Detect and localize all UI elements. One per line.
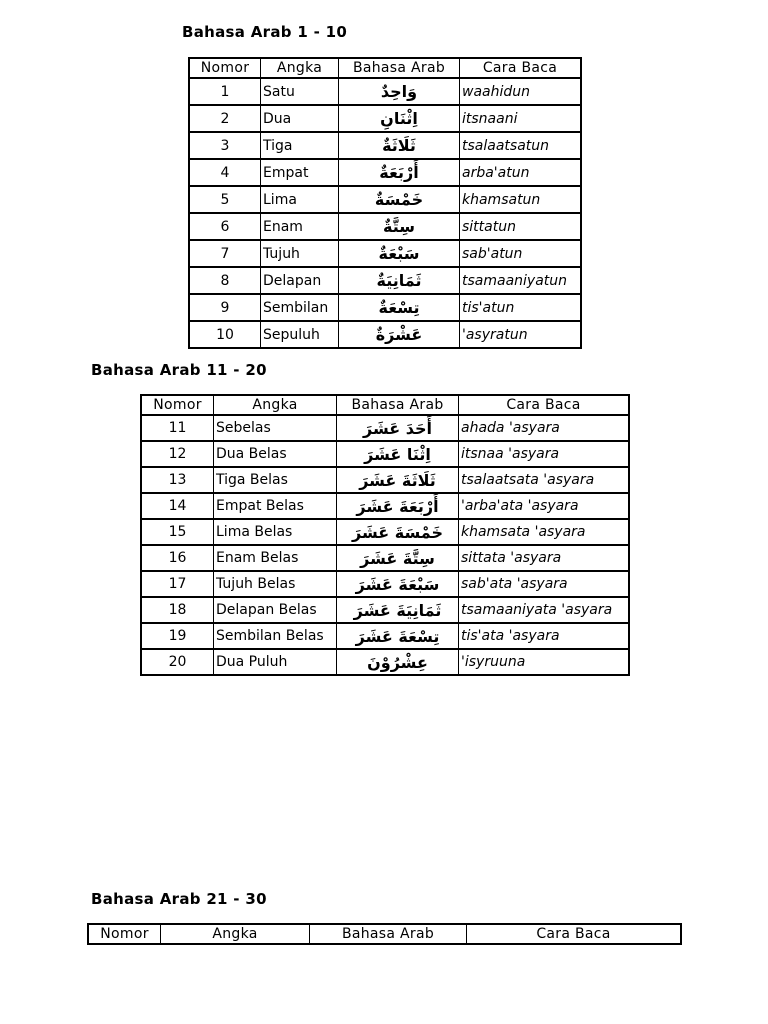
row-arabic-text: أَرْبَعَةٌ xyxy=(339,160,460,187)
table-row xyxy=(142,468,628,494)
row-angka: Delapan xyxy=(261,268,339,295)
row-arabic-text: خَمْسَةٌ xyxy=(339,187,460,214)
row-angka: Sebelas xyxy=(214,416,337,442)
row-angka: Dua Puluh xyxy=(214,650,337,674)
row-number: 10 xyxy=(190,322,261,347)
section-heading-21-30: Bahasa Arab 21 - 30 xyxy=(91,890,267,908)
row-cara-baca: sittata 'asyara xyxy=(459,546,628,572)
row-arabic-text: سِتَّةَ عَشَرَ xyxy=(337,546,459,572)
row-number: 20 xyxy=(142,650,214,674)
row-number: 5 xyxy=(190,187,261,214)
row-number: 18 xyxy=(142,598,214,624)
row-cara-baca: ahada 'asyara xyxy=(459,416,628,442)
column-header-cara-baca: Cara Baca xyxy=(536,926,611,942)
table-row xyxy=(190,160,580,187)
row-number: 13 xyxy=(142,468,214,494)
table-row xyxy=(190,106,580,133)
row-cara-baca: waahidun xyxy=(460,79,580,106)
row-arabic-text: أَرْبَعَةَ عَشَرَ xyxy=(337,494,459,520)
row-angka: Tujuh xyxy=(261,241,339,268)
table-row xyxy=(190,214,580,241)
row-angka: Tiga Belas xyxy=(214,468,337,494)
row-number: 17 xyxy=(142,572,214,598)
column-header-cara-baca: Cara Baca xyxy=(460,59,580,79)
row-cara-baca: tsamaaniyata 'asyara xyxy=(459,598,628,624)
row-number: 12 xyxy=(142,442,214,468)
row-arabic-text: ثَمَانِيَةٌ xyxy=(339,268,460,295)
row-angka: Sepuluh xyxy=(261,322,339,347)
table-row xyxy=(190,322,580,347)
column-header-bahasa-arab: Bahasa Arab xyxy=(337,396,459,416)
row-angka: Dua Belas xyxy=(214,442,337,468)
row-number: 15 xyxy=(142,520,214,546)
row-angka: Enam Belas xyxy=(214,546,337,572)
table-row xyxy=(190,79,580,106)
row-number: 3 xyxy=(190,133,261,160)
row-number: 4 xyxy=(190,160,261,187)
table-row xyxy=(142,598,628,624)
row-cara-baca: sittatun xyxy=(460,214,580,241)
row-angka: Delapan Belas xyxy=(214,598,337,624)
table-row xyxy=(142,546,628,572)
row-arabic-text: سِتَّةٌ xyxy=(339,214,460,241)
column-header-angka: Angka xyxy=(161,925,310,943)
column-header-nomor: Nomor xyxy=(89,925,161,943)
row-cara-baca: tsamaaniyatun xyxy=(460,268,580,295)
row-arabic-text: ثَمَانِيَةَ عَشَرَ xyxy=(337,598,459,624)
column-header-bahasa-arab: Bahasa Arab xyxy=(339,59,460,79)
table-21-30 xyxy=(87,923,682,945)
row-number: 8 xyxy=(190,268,261,295)
row-angka: Tujuh Belas xyxy=(214,572,337,598)
section-heading-11-20: Bahasa Arab 11 - 20 xyxy=(91,361,267,379)
row-arabic-text: أَحَدَ عَشَرَ xyxy=(337,416,459,442)
table-row xyxy=(190,295,580,322)
row-cara-baca: khamsata 'asyara xyxy=(459,520,628,546)
table-row xyxy=(142,494,628,520)
row-number: 19 xyxy=(142,624,214,650)
table-11-20 xyxy=(140,394,630,676)
row-angka: Enam xyxy=(261,214,339,241)
row-number: 2 xyxy=(190,106,261,133)
table-row xyxy=(142,650,628,674)
row-cara-baca: 'asyratun xyxy=(462,326,528,343)
row-arabic-text: تِسْعَةَ عَشَرَ xyxy=(337,624,459,650)
row-cara-baca: arba'atun xyxy=(460,160,580,187)
row-cara-baca: tis'ata 'asyara xyxy=(459,624,628,650)
row-angka: Dua xyxy=(261,106,339,133)
row-cara-baca: 'arba'ata 'asyara xyxy=(459,494,628,520)
row-arabic-text: سَبْعَةٌ xyxy=(339,241,460,268)
row-number: 11 xyxy=(142,416,214,442)
row-arabic-text: وَاحِدٌ xyxy=(339,79,460,106)
row-angka: Sembilan Belas xyxy=(214,624,337,650)
table-1-10 xyxy=(188,57,582,349)
row-cara-baca: khamsatun xyxy=(460,187,580,214)
column-header-nomor: Nomor xyxy=(190,59,261,79)
row-cara-baca: tsalaatsatun xyxy=(460,133,580,160)
table-row xyxy=(190,187,580,214)
row-number: 7 xyxy=(190,241,261,268)
table-row xyxy=(142,520,628,546)
row-cara-baca: tsalaatsata 'asyara xyxy=(459,468,628,494)
row-number: 1 xyxy=(190,79,261,106)
table-row xyxy=(142,442,628,468)
row-number: 9 xyxy=(190,295,261,322)
row-arabic-text: اِثْنَانِ xyxy=(339,106,460,133)
table-row xyxy=(190,133,580,160)
section-heading-1-10: Bahasa Arab 1 - 10 xyxy=(182,23,348,41)
table-row xyxy=(142,416,628,442)
row-number: 14 xyxy=(142,494,214,520)
row-angka: Lima xyxy=(261,187,339,214)
row-arabic-text: ثَلَاثَةٌ xyxy=(339,133,460,160)
table-row xyxy=(142,572,628,598)
row-cara-baca: sab'ata 'asyara xyxy=(459,572,628,598)
row-arabic-text: سَبْعَةَ عَشَرَ xyxy=(337,572,459,598)
row-arabic-text: عِشْرُوْنَ xyxy=(337,650,459,674)
row-arabic-text: عَشْرَةٌ xyxy=(339,322,460,347)
column-header-nomor: Nomor xyxy=(142,396,214,416)
row-arabic-text: ثَلَاثَةَ عَشَرَ xyxy=(337,468,459,494)
row-number: 6 xyxy=(190,214,261,241)
row-cara-baca: tis'atun xyxy=(460,295,580,322)
table-row xyxy=(190,268,580,295)
table-row xyxy=(190,241,580,268)
row-angka: Tiga xyxy=(261,133,339,160)
column-header-angka: Angka xyxy=(261,59,339,79)
table-row xyxy=(142,624,628,650)
row-angka: Sembilan xyxy=(261,295,339,322)
row-angka: Satu xyxy=(261,79,339,106)
column-header-cara-baca: Cara Baca xyxy=(459,396,628,416)
row-angka: Empat xyxy=(261,160,339,187)
column-header-bahasa-arab: Bahasa Arab xyxy=(310,925,467,943)
row-cara-baca: itsnaa 'asyara xyxy=(459,442,628,468)
row-arabic-text: تِسْعَةٌ xyxy=(339,295,460,322)
row-cara-baca: sab'atun xyxy=(460,241,580,268)
column-header-angka: Angka xyxy=(214,396,337,416)
row-cara-baca: 'isyruuna xyxy=(461,654,526,670)
row-angka: Lima Belas xyxy=(214,520,337,546)
row-angka: Empat Belas xyxy=(214,494,337,520)
row-arabic-text: اِثْنَا عَشَرَ xyxy=(337,442,459,468)
row-number: 16 xyxy=(142,546,214,572)
row-arabic-text: خَمْسَةَ عَشَرَ xyxy=(337,520,459,546)
row-cara-baca: itsnaani xyxy=(460,106,580,133)
